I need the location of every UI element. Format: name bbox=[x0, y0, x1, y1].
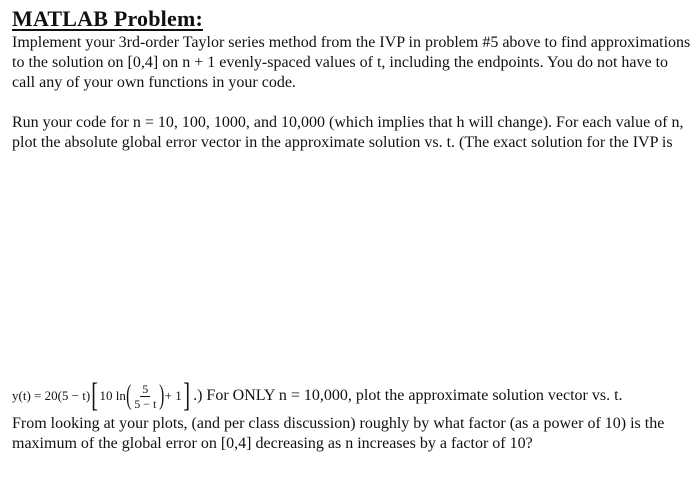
right-bracket-glyph: ] bbox=[183, 377, 190, 414]
right-paren-glyph: ) bbox=[159, 380, 165, 411]
fraction-numerator: 5 bbox=[142, 381, 149, 396]
problem-paragraph-2: Run your code for n = 10, 100, 1000, and 10,000 (which implies that h will change). For each value of n, plot the absolute global error vector in the approximate solution vs. t. (The exact solution for the IVP is bbox=[12, 114, 684, 151]
problem-title: MATLAB Problem: bbox=[12, 6, 203, 31]
problem-paragraph-3: From looking at your plots, (and per class discussion) roughly by what factor (as a power of 10) is the maximum of the global error on [0,4] decreasing as n increases by a factor of 10? bbox=[12, 415, 665, 452]
exact-solution-equation bbox=[12, 378, 623, 414]
equation-log-term: 10 ln bbox=[99, 388, 126, 403]
fraction-denominator: 5 − t bbox=[134, 396, 157, 411]
problem-paragraph-1: Implement your 3rd-order Taylor series method from the IVP in problem #5 above to find approximations to the solution on [0,4] on n + 1 evenly-spaced values of t, including the endpoints. You do not have to call any of your own functions in your code. bbox=[12, 34, 691, 91]
equation-fraction bbox=[132, 382, 158, 411]
equation-lhs: y(t) = 20(5 − t) bbox=[12, 388, 91, 403]
left-bracket-glyph: [ bbox=[91, 377, 99, 414]
problem-page bbox=[12, 6, 692, 153]
equation-trailing-text: .) For ONLY n = 10,000, plot the approximate solution vector vs. t. bbox=[193, 387, 623, 404]
equation-plus-one: + 1 bbox=[164, 388, 182, 403]
left-paren-glyph: ( bbox=[126, 380, 132, 411]
